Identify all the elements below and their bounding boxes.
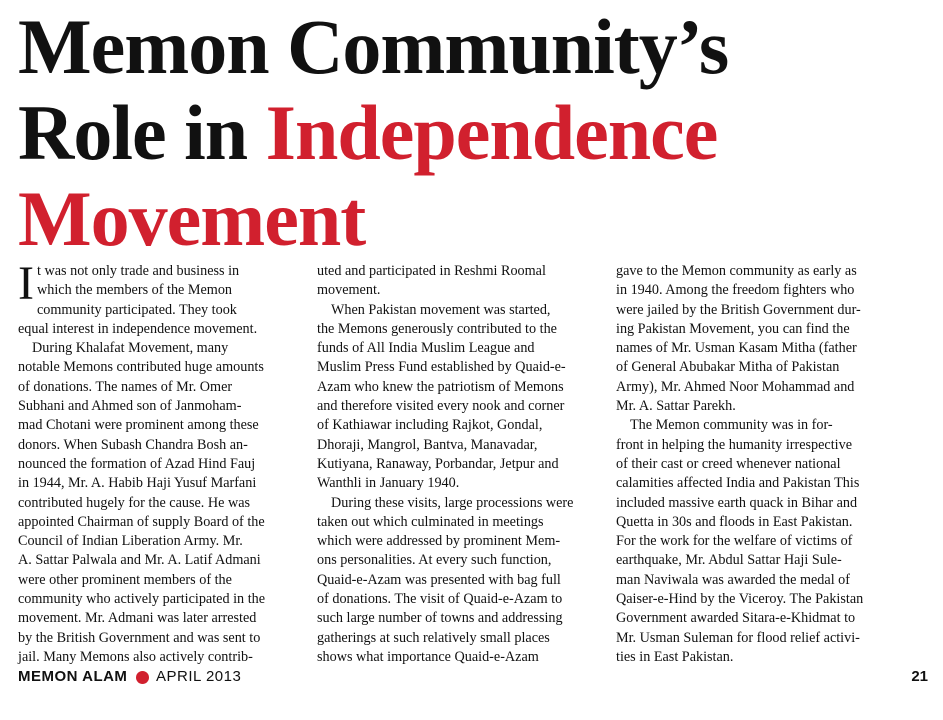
article-body	[18, 257, 928, 665]
headline-line-2	[18, 90, 928, 176]
text-line: movement.	[317, 282, 381, 299]
paragraph-pakistan-movement	[317, 301, 607, 494]
text-line: During Khalafat Movement, many	[32, 340, 229, 357]
magazine-name: MEMON ALAM	[18, 668, 128, 685]
text-line: calamities affected India and Pakistan This	[616, 475, 860, 492]
text-line: were jailed by the British Government dur-	[616, 301, 861, 318]
text-line: uted and participated in Reshmi Roomal	[317, 263, 546, 279]
text-line: When Pakistan movement was started,	[331, 301, 551, 318]
text-line: Azam who knew the patriotism of Memons	[317, 378, 564, 395]
text-line: Mr. A. Sattar Parekh.	[616, 398, 736, 415]
text-line: Quaid-e-Azam was presented with bag full	[317, 571, 561, 588]
text-line: man Naviwala was awarded the medal of	[616, 571, 850, 588]
paragraph-khalafat	[18, 339, 308, 667]
text-line: names of Mr. Usman Kasam Mitha (father	[616, 340, 857, 357]
text-line: in 1944, Mr. A. Habib Haji Yusuf Marfani	[18, 475, 257, 492]
text-line: Kutiyana, Ranaway, Porbandar, Jetpur and	[317, 455, 559, 472]
page-number: 21	[911, 668, 928, 685]
text-line: ons personalities. At every such function,	[317, 552, 552, 569]
text-line: and therefore visited every nook and corner	[317, 398, 565, 415]
text-line: were other prominent members of the	[18, 571, 232, 588]
text-line: mad Chotani were prominent among these	[18, 417, 259, 434]
text-line: t was not only trade and business in	[37, 263, 240, 279]
text-line: the Memons generously contributed to the	[317, 320, 557, 337]
text-line: front in helping the humanity irrespective	[616, 436, 852, 453]
text-line: Muslim Press Fund established by Quaid-e-	[317, 359, 566, 376]
text-line: taken out which culminated in meetings	[317, 513, 544, 530]
text-line: Government awarded Sitara-e-Khidmat to	[616, 610, 856, 627]
paragraph-visits	[317, 494, 607, 668]
text-line: in 1940. Among the freedom fighters who	[616, 282, 855, 299]
text-line: During these visits, large processions were	[331, 494, 574, 511]
text-line: notable Memons contributed huge amounts	[18, 359, 264, 376]
text-line: For the work for the welfare of victims of	[616, 533, 853, 550]
text-line: jail. Many Memons also actively contrib-	[18, 648, 253, 665]
issue-date: APRIL 2013	[156, 668, 242, 685]
text-line: included massive earth quack in Bihar and	[616, 494, 858, 511]
text-line: contributed hugely for the cause. He was	[18, 494, 251, 511]
text-line: of General Abubakar Mitha of Pakistan	[616, 359, 840, 376]
text-line: Army), Mr. Ahmed Noor Mohammad and	[616, 378, 855, 395]
paragraph-freedom-fighters	[616, 262, 906, 416]
text-line: Mr. Usman Suleman for flood relief activi-	[616, 629, 860, 646]
text-line: donors. When Subash Chandra Bosh an-	[18, 436, 248, 453]
paragraph-humanitarian	[616, 416, 906, 667]
text-line: of Kathiawar including Rajkot, Gondal,	[317, 417, 543, 434]
footer-dot-icon	[136, 671, 149, 684]
text-line: nounced the formation of Azad Hind Fauj	[18, 455, 256, 472]
text-line: movement. Mr. Admani was later arrested	[18, 610, 257, 627]
text-line: of donations. The names of Mr. Omer	[18, 378, 233, 395]
headline-line-1: Memon Community’s	[18, 3, 729, 90]
text-line: ties in East Pakistan.	[616, 648, 734, 665]
text-line: of donations. The visit of Quaid-e-Azam to	[317, 591, 563, 608]
text-line: which were addressed by prominent Mem-	[317, 533, 561, 550]
text-line: community who actively participated in the	[18, 591, 266, 608]
text-line: Council of Indian Liberation Army. Mr.	[18, 533, 243, 550]
text-line: community participated. They took	[37, 301, 237, 318]
text-line: shows what importance Quaid-e-Azam	[317, 648, 539, 665]
text-line: ing Pakistan Movement, you can find the	[616, 320, 850, 337]
headline-independence: Independence	[265, 89, 718, 176]
text-line: Dhoraji, Mangrol, Bantva, Manavadar,	[317, 436, 538, 453]
text-line: gave to the Memon community as early as	[616, 263, 857, 279]
page-footer	[18, 666, 928, 688]
text-line: Qaiser-e-Hind by the Viceroy. The Pakistan	[616, 591, 864, 608]
text-line: earthquake, Mr. Abdul Sattar Haji Sule-	[616, 552, 842, 569]
paragraph-reshmi-roomal	[317, 262, 607, 301]
paragraph-intro	[18, 257, 308, 339]
text-column-2	[317, 262, 607, 667]
drop-cap: I	[18, 257, 34, 310]
text-line: of their cast or creed whenever national	[616, 455, 841, 472]
text-line: The Memon community was in for-	[630, 417, 833, 434]
headline-movement: Movement	[18, 175, 366, 262]
text-line: equal interest in independence movement.	[18, 320, 258, 337]
text-line: funds of All India Muslim League and	[317, 340, 535, 357]
text-column-1	[18, 257, 308, 667]
text-line: by the British Government and was sent to	[18, 629, 261, 646]
text-line: Subhani and Ahmed son of Janmoham-	[18, 398, 242, 415]
text-line: such large number of towns and addressing	[317, 610, 563, 627]
text-line: appointed Chairman of supply Board of the	[18, 513, 265, 530]
headline-role-in: Role in	[18, 89, 266, 176]
text-line: A. Sattar Palwala and Mr. A. Latif Admani	[18, 552, 261, 569]
text-line: gatherings at such relatively small places	[317, 629, 550, 646]
text-column-3	[616, 262, 906, 667]
text-line: Wanthli in January 1940.	[317, 475, 460, 492]
text-line: which the members of the Memon	[37, 282, 233, 299]
article-headline	[18, 4, 928, 262]
text-line: Quetta in 30s and floods in East Pakistan.	[616, 513, 853, 530]
